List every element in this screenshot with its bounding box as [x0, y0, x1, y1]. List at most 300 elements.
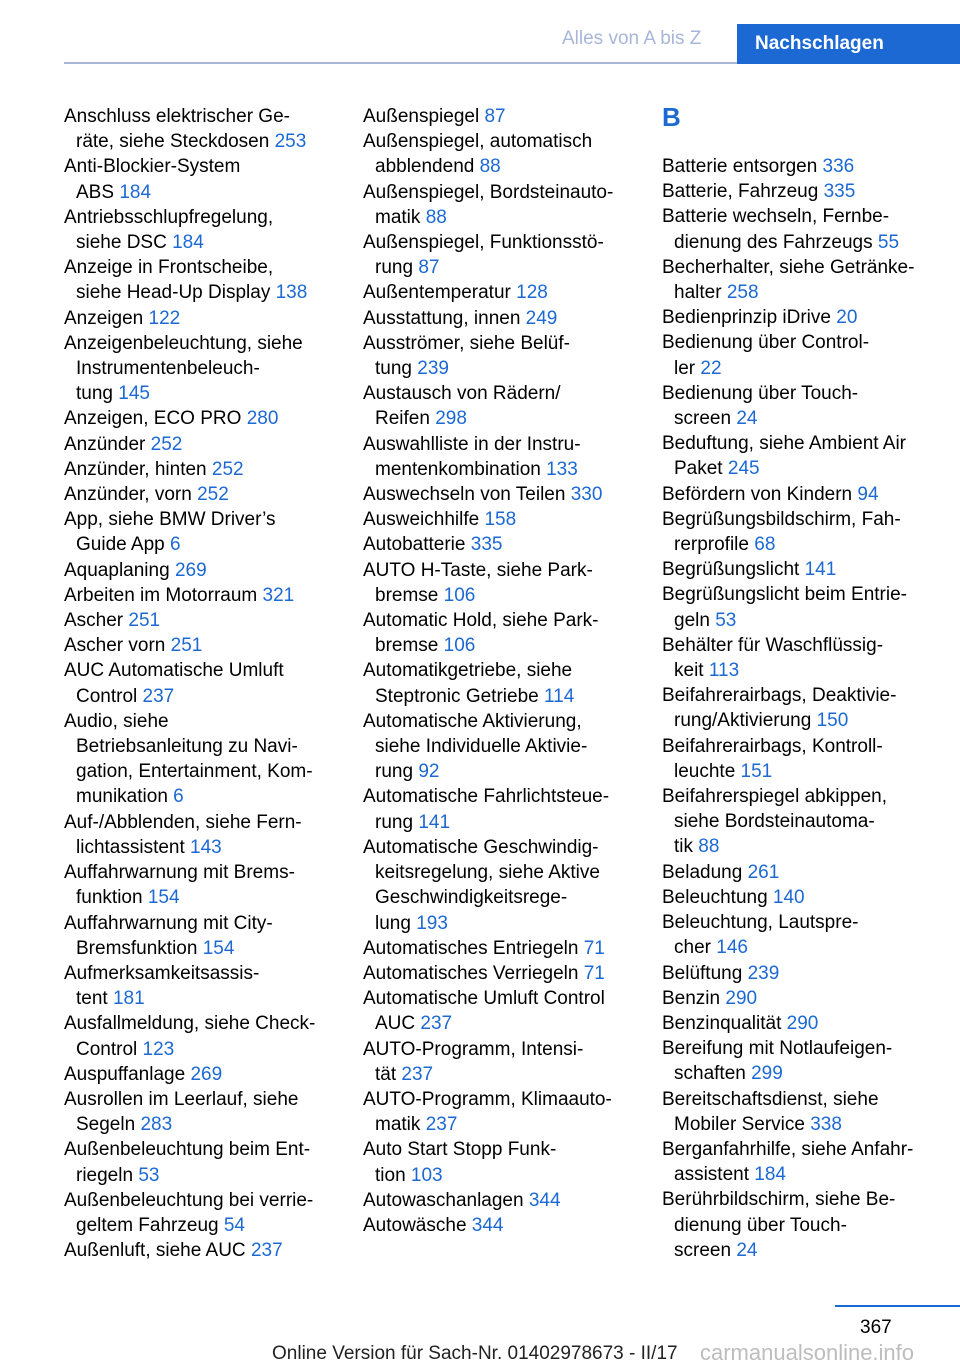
page-reference-link[interactable]: 53	[138, 1164, 160, 1186]
index-entry-text: Bedienung über Touch-	[662, 382, 859, 404]
index-entry	[64, 961, 334, 1011]
page-reference-link[interactable]: 20	[836, 307, 858, 329]
index-entry-text: Ascher vorn	[64, 635, 171, 657]
index-entry	[363, 1037, 638, 1087]
page-reference-link[interactable]: 53	[715, 609, 737, 631]
index-entry	[662, 1187, 952, 1263]
index-entry	[363, 835, 638, 936]
index-entry	[363, 306, 638, 331]
page-reference-link[interactable]: 269	[190, 1063, 223, 1085]
index-entry	[64, 306, 334, 331]
index-entry-text: App, siehe BMW Driver’s	[64, 509, 276, 531]
page-reference-link[interactable]: 151	[740, 760, 773, 782]
index-entry-text: riegeln	[76, 1164, 139, 1186]
index-entry-text: Aufmerksamkeitsassis-	[64, 962, 260, 984]
index-entry	[662, 1011, 952, 1036]
index-entry	[64, 1188, 334, 1238]
index-entry	[662, 633, 952, 683]
index-entry-text: rung	[375, 257, 419, 279]
page-reference-link[interactable]: 113	[708, 660, 740, 682]
page-reference-link[interactable]: 87	[418, 257, 440, 279]
index-entry	[64, 432, 334, 457]
page-reference-link[interactable]: 252	[211, 458, 244, 480]
index-entry-text: siehe Head-Up Display	[76, 282, 276, 304]
index-entry-text: Geschwindigkeitsrege-	[375, 887, 568, 909]
page-reference-link[interactable]: 321	[262, 584, 295, 606]
index-entry	[64, 911, 334, 961]
index-entry	[363, 280, 638, 305]
index-entry	[64, 658, 334, 708]
header-chapter-tab[interactable]: Nachschlagen	[737, 24, 960, 64]
index-entry	[662, 683, 952, 733]
index-entry	[662, 582, 952, 632]
index-entry-text: geln	[674, 609, 716, 631]
index-entry	[64, 1087, 334, 1137]
page-reference-link[interactable]: 237	[401, 1063, 434, 1085]
page-reference-link[interactable]: 283	[140, 1114, 173, 1136]
index-entry	[363, 331, 638, 381]
index-entry	[363, 507, 638, 532]
index-entry-text: Batterie, Fahrzeug	[662, 181, 824, 203]
page-reference-link[interactable]: 88	[698, 836, 720, 858]
page-reference-link[interactable]: 106	[443, 584, 476, 606]
index-entry-text: Arbeiten im Motorraum	[64, 584, 263, 606]
page-reference-link[interactable]: 54	[223, 1214, 245, 1236]
index-entry-text: siehe Individuelle Aktivie-	[375, 736, 588, 758]
index-entry-text: Beifahrerairbags, Kontroll-	[662, 735, 883, 757]
page-reference-link[interactable]: 138	[275, 282, 308, 304]
index-entry-text: Außenluft, siehe AUC	[64, 1240, 251, 1262]
index-column-1	[64, 104, 334, 1263]
index-entry-text: dienung des Fahrzeugs	[674, 231, 878, 253]
page-reference-link[interactable]: 249	[525, 307, 558, 329]
page-reference-link[interactable]: 252	[150, 433, 183, 455]
index-entry-text: Autowaschanlagen	[363, 1189, 529, 1211]
index-entry-text: munikation	[76, 786, 174, 808]
index-entry-text: Anzünder	[64, 433, 151, 455]
index-entry-text: Mobiler Service	[674, 1113, 811, 1135]
index-entry-text: Control	[76, 685, 143, 707]
page-reference-link[interactable]: 158	[484, 509, 517, 531]
page-reference-link[interactable]: 154	[147, 887, 180, 909]
index-entry-text: Auswechseln von Teilen	[363, 484, 571, 506]
index-entry	[64, 558, 334, 583]
index-entry-text: geltem Fahrzeug	[76, 1214, 224, 1236]
page-reference-link[interactable]: 141	[804, 559, 837, 581]
index-entry	[662, 784, 952, 860]
index-entry-text: Auswahlliste in der Instru-	[363, 433, 581, 455]
index-entry-text: Ausstattung, innen	[363, 307, 526, 329]
index-entry-text: Anschluss elektrischer Ge-	[64, 106, 290, 127]
page-reference-link[interactable]: 280	[246, 408, 279, 430]
page-reference-link[interactable]: 106	[443, 635, 476, 657]
index-entry-text: Benzinqualität	[662, 1012, 787, 1034]
index-entry	[64, 255, 334, 305]
page-reference-link[interactable]: 181	[112, 988, 145, 1010]
index-entry-text: screen	[674, 1239, 737, 1261]
index-entry-text: Bereifung mit Notlaufeigen-	[662, 1038, 893, 1060]
index-entry-text: Segeln	[76, 1114, 141, 1136]
index-entry-text: funktion	[76, 887, 148, 909]
page-reference-link[interactable]: 335	[823, 181, 856, 203]
index-entry-text: Ascher	[64, 610, 129, 632]
page-reference-link[interactable]: 128	[516, 282, 548, 304]
index-entry-text: Automatische Geschwindig-	[363, 836, 599, 858]
index-entry-text: Außenspiegel	[363, 106, 485, 127]
index-entry-text: leuchte	[674, 760, 741, 782]
index-entry-text: AUC Automatische Umluft	[64, 660, 284, 682]
index-entry-text: Auffahrwarnung mit City-	[64, 912, 273, 934]
index-entry-text: AUTO-Programm, Intensi-	[363, 1038, 584, 1060]
index-entry-text: rung/Aktivierung	[674, 710, 817, 732]
page-reference-link[interactable]: 251	[170, 635, 203, 657]
index-entry	[662, 179, 952, 204]
index-entry	[662, 557, 952, 582]
index-entry-text: Ausfallmeldung, siehe Check-	[64, 1013, 316, 1035]
index-entry-text: Betriebsanleitung zu Navi-	[76, 736, 298, 758]
index-entry-text: Auffahrwarnung mit Brems-	[64, 862, 295, 884]
index-entry	[64, 1011, 334, 1061]
index-entry	[662, 1137, 952, 1187]
page-reference-link[interactable]: 114	[543, 685, 575, 707]
index-entry-text: Austausch von Rädern/	[363, 383, 561, 405]
index-entry-text: Bedienung über Control-	[662, 332, 870, 354]
index-entry	[662, 381, 952, 431]
page-reference-link[interactable]: 184	[754, 1164, 786, 1186]
index-entry-text: AUTO-Programm, Klimaauto-	[363, 1088, 612, 1110]
index-letter-heading: B	[662, 102, 681, 132]
index-entry-text: Guide App	[76, 534, 171, 556]
page-reference-link[interactable]: 184	[172, 232, 204, 254]
index-entry	[363, 381, 638, 431]
index-entry-text: keitsregelung, siehe Aktive	[375, 862, 600, 884]
page-reference-link[interactable]: 123	[142, 1038, 175, 1060]
index-entry-text: Außenbeleuchtung beim Ent-	[64, 1139, 311, 1161]
index-entry-text: Autobatterie	[363, 534, 471, 556]
index-entry-text: Paket	[674, 458, 728, 480]
index-entry-text: Steptronic Getriebe	[375, 685, 544, 707]
page-reference-link[interactable]: 94	[857, 483, 879, 505]
index-entry	[662, 507, 952, 557]
page-reference-link[interactable]: 298	[435, 408, 467, 430]
index-entry-text: halter	[674, 282, 727, 304]
index-entry-text: cher	[674, 937, 717, 959]
index-entry-text: siehe DSC	[76, 232, 173, 254]
index-entry-text: Bremsfunktion	[76, 937, 203, 959]
online-version-note: Online Version für Sach-Nr. 01402978673 - II/17	[272, 1343, 678, 1364]
index-entry-text: Automatic Hold, siehe Park-	[363, 610, 599, 632]
index-entry	[64, 205, 334, 255]
index-entry-text: dienung über Touch-	[674, 1214, 847, 1236]
index-entry-text: Begrüßungslicht beim Entrie-	[662, 584, 907, 606]
index-entry-text: bremse	[375, 635, 444, 657]
index-entry-text: Beladung	[662, 861, 748, 883]
page-reference-link[interactable]: 237	[425, 1114, 458, 1136]
index-entry	[363, 608, 638, 658]
index-entry-text: lung	[375, 912, 417, 934]
index-entry-text: rung	[375, 811, 419, 833]
index-entry-text: Ausrollen im Leerlauf, siehe	[64, 1088, 299, 1110]
index-entry-text: screen	[674, 408, 737, 430]
index-entry-text: siehe Bordsteinautoma-	[674, 811, 875, 833]
index-entry	[64, 810, 334, 860]
index-entry-text: AUTO H-Taste, siehe Park-	[363, 559, 593, 581]
index-entry	[64, 860, 334, 910]
index-entry-text: lichtassistent	[76, 836, 191, 858]
index-entry-text: tung	[76, 383, 119, 405]
index-entry	[662, 204, 952, 254]
index-entry-text: Außenspiegel, automatisch	[363, 131, 593, 153]
index-entry-text: Anzeigen	[64, 307, 149, 329]
index-entry-text: matik	[375, 1114, 426, 1136]
index-entry-text: bremse	[375, 584, 444, 606]
index-entry-text: ler	[674, 357, 701, 379]
page-reference-link[interactable]: 338	[810, 1113, 842, 1135]
index-entry	[64, 331, 334, 407]
page-reference-link[interactable]: 344	[528, 1189, 561, 1211]
index-entry-text: Ausweichhilfe	[363, 509, 485, 531]
index-entry	[363, 1213, 638, 1238]
index-entry	[662, 255, 952, 305]
page-reference-link[interactable]: 68	[754, 534, 776, 556]
page-reference-link[interactable]: 299	[751, 1063, 783, 1085]
index-entry	[662, 734, 952, 784]
index-entry	[64, 507, 334, 557]
index-entry-text: Automatikgetriebe, siehe	[363, 660, 573, 682]
page-reference-link[interactable]: 24	[736, 1239, 758, 1261]
index-entry-text: Außenspiegel, Bordsteinauto-	[363, 181, 614, 203]
page-reference-link[interactable]: 133	[546, 458, 578, 480]
index-entry	[64, 709, 334, 810]
page-reference-link[interactable]: 71	[583, 937, 605, 959]
index-entry	[662, 961, 952, 986]
index-entry-text: Automatische Aktivierung,	[363, 710, 582, 732]
index-entry	[662, 885, 952, 910]
index-entry	[662, 910, 952, 960]
index-entry-text: abblendend	[375, 156, 480, 178]
page-reference-link[interactable]: 88	[425, 206, 447, 228]
index-entry-text: schaften	[674, 1063, 752, 1085]
index-entry-text: tät	[375, 1063, 402, 1085]
index-entry-text: gation, Entertainment, Kom-	[76, 761, 313, 783]
page-reference-link[interactable]: 269	[174, 559, 207, 581]
page-reference-link[interactable]: 237	[142, 685, 175, 707]
page-reference-link[interactable]: 253	[274, 131, 307, 153]
page-reference-link[interactable]: 150	[816, 710, 849, 732]
index-entry	[64, 633, 334, 658]
index-entry	[662, 305, 952, 330]
index-entry-text: Automatische Umluft Control	[363, 988, 605, 1010]
index-entry-text: Instrumentenbeleuch-	[76, 358, 260, 380]
index-entry-text: Berganfahrhilfe, siehe Anfahr-	[662, 1138, 914, 1160]
index-entry	[363, 986, 638, 1036]
index-entry-text: matik	[375, 206, 426, 228]
header-section-tab[interactable]: Alles von A bis Z	[562, 28, 702, 49]
index-entry-text: Behälter für Waschflüssig-	[662, 634, 884, 656]
page-reference-link[interactable]: 251	[128, 610, 161, 632]
index-entry-text: Ausströmer, siehe Belüf-	[363, 332, 570, 354]
index-entry	[363, 230, 638, 280]
index-entry	[64, 457, 334, 482]
index-entry	[64, 406, 334, 431]
index-entry-text: Beleuchtung, Lautspre-	[662, 912, 859, 934]
page-number: 367	[860, 1317, 892, 1338]
index-entry-text: Anti-Blockier-System	[64, 156, 241, 178]
index-entry-text: Berührbildschirm, siehe Be-	[662, 1189, 896, 1211]
index-entry	[64, 482, 334, 507]
index-entry-text: Außenbeleuchtung bei verrie-	[64, 1189, 314, 1211]
page-reference-link[interactable]: 141	[418, 811, 451, 833]
index-entry-text: keit	[674, 660, 709, 682]
page-reference-link[interactable]: 336	[822, 156, 855, 177]
index-entry-text: Control	[76, 1038, 143, 1060]
index-entry	[662, 860, 952, 885]
page-reference-link[interactable]: 87	[484, 106, 506, 127]
index-entry-text: Anzünder, vorn	[64, 484, 198, 506]
index-entry-text: Auf-/Abblenden, siehe Fern-	[64, 811, 302, 833]
page-reference-link[interactable]: 55	[877, 231, 900, 253]
index-entry-text: Aquaplaning	[64, 559, 175, 581]
page-reference-link[interactable]: 335	[470, 534, 503, 556]
page-reference-link[interactable]: 145	[118, 383, 150, 405]
index-entry	[363, 129, 638, 179]
index-entry	[363, 1087, 638, 1137]
index-entry-text: Bedienprinzip iDrive	[662, 307, 837, 329]
page-reference-link[interactable]: 193	[416, 912, 448, 934]
page-reference-link[interactable]: 103	[410, 1164, 443, 1186]
page-reference-link[interactable]: 140	[772, 886, 805, 908]
page-reference-link[interactable]: 237	[420, 1013, 453, 1035]
page-reference-link[interactable]: 290	[725, 987, 758, 1009]
index-entry-text: tung	[375, 358, 418, 380]
index-entry-text: Autowäsche	[363, 1214, 472, 1236]
index-entry-text: Beduftung, siehe Ambient Air	[662, 433, 906, 455]
page-reference-link[interactable]: 6	[173, 786, 184, 808]
page-reference-link[interactable]: 290	[786, 1012, 819, 1034]
index-entry-text: Auspuffanlage	[64, 1063, 191, 1085]
index-entry	[363, 104, 638, 129]
index-entry-text: Benzin	[662, 987, 726, 1009]
index-entry-text: Außenspiegel, Funktionsstö-	[363, 232, 604, 254]
page-reference-link[interactable]: 184	[119, 181, 152, 203]
index-entry	[64, 608, 334, 633]
index-entry-text: AUC	[375, 1013, 421, 1035]
index-entry	[64, 154, 334, 204]
page-reference-link[interactable]: 261	[747, 861, 780, 883]
index-entry	[662, 1036, 952, 1086]
index-entry-text: Beifahrerspiegel abkippen,	[662, 786, 887, 808]
index-entry-text: Automatische Fahrlichtsteue-	[363, 786, 610, 808]
index-entry	[363, 558, 638, 608]
page-reference-link[interactable]: 239	[417, 358, 449, 380]
index-entry-text: Batterie wechseln, Fernbe-	[662, 206, 890, 228]
index-entry	[363, 961, 638, 986]
index-entry	[363, 1188, 638, 1213]
index-entry	[64, 1062, 334, 1087]
index-entry-text: Audio, siehe	[64, 710, 169, 732]
page-reference-link[interactable]: 330	[570, 484, 603, 506]
index-entry	[662, 482, 952, 507]
index-entry	[64, 104, 334, 154]
page-reference-link[interactable]: 146	[716, 937, 748, 959]
index-entry-text: Bereitschaftsdienst, siehe	[662, 1088, 879, 1110]
index-entry	[64, 583, 334, 608]
index-entry	[363, 1137, 638, 1187]
page-reference-link[interactable]: 6	[170, 534, 181, 556]
index-entry	[662, 154, 952, 179]
page-reference-link[interactable]: 122	[148, 307, 181, 329]
index-entry	[363, 432, 638, 482]
index-entry-text: Belüftung	[662, 962, 748, 984]
index-entry	[363, 482, 638, 507]
index-column-3	[662, 104, 952, 1263]
index-column-2	[363, 104, 638, 1238]
index-entry-text: tent	[76, 988, 113, 1010]
index-entry	[363, 936, 638, 961]
index-entry-text: Anzeige in Frontscheibe,	[64, 257, 274, 279]
index-entry-text: Batterie entsorgen	[662, 156, 823, 177]
page-reference-link[interactable]: 24	[736, 408, 758, 430]
index-entry-text: tik	[674, 836, 699, 858]
index-entry	[64, 1137, 334, 1187]
index-entry-text: Reifen	[375, 408, 436, 430]
index-entry-text: Auto Start Stopp Funk-	[363, 1139, 557, 1161]
index-entry-text: tion	[375, 1164, 411, 1186]
page-reference-link[interactable]: 237	[250, 1240, 283, 1262]
index-entry-text: mentenkombination	[375, 458, 547, 480]
page-reference-link[interactable]: 71	[583, 962, 605, 984]
index-entry-text: Begrüßungsbildschirm, Fah-	[662, 508, 901, 530]
index-entry-text: rung	[375, 761, 419, 783]
index-entry-text: rerprofile	[674, 534, 755, 556]
index-entry	[363, 180, 638, 230]
page-reference-link[interactable]: 239	[747, 962, 780, 984]
index-entry-text: ABS	[76, 181, 120, 203]
index-entry-text: Beifahrerairbags, Deaktivie-	[662, 685, 897, 707]
index-entry	[662, 1087, 952, 1137]
watermark: carmanualsonline.info	[700, 1340, 915, 1365]
index-entry	[662, 986, 952, 1011]
index-entry-text: Automatisches Verriegeln	[363, 962, 584, 984]
index-entry-text: Becherhalter, siehe Getränke-	[662, 256, 915, 278]
index-entry-text: assistent	[674, 1164, 755, 1186]
index-entry	[363, 709, 638, 785]
page-reference-link[interactable]: 258	[726, 282, 759, 304]
index-entry-text: Außentemperatur	[363, 282, 517, 304]
index-entry-text: Beleuchtung	[662, 886, 773, 908]
index-entry-text: Befördern von Kindern	[662, 483, 858, 505]
index-entry	[662, 431, 952, 481]
page-reference-link[interactable]: 143	[190, 836, 222, 858]
index-entry	[64, 1238, 334, 1263]
page-reference-link[interactable]: 92	[418, 761, 440, 783]
page-reference-link[interactable]: 22	[700, 357, 722, 379]
index-entry-text: Automatisches Entriegeln	[363, 937, 584, 959]
index-entry-text: Antriebsschlupfregelung,	[64, 206, 274, 228]
index-entry-text: räte, siehe Steckdosen	[76, 131, 275, 153]
index-entry-text: Anzünder, hinten	[64, 458, 212, 480]
page-reference-link[interactable]: 344	[471, 1214, 504, 1236]
page-reference-link[interactable]: 245	[727, 458, 760, 480]
index-entry	[363, 532, 638, 557]
page-reference-link[interactable]: 88	[479, 156, 501, 178]
index-entry-text: Begrüßungslicht	[662, 559, 805, 581]
index-entry-text: Anzeigenbeleuchtung, siehe	[64, 332, 303, 354]
index-entry	[662, 330, 952, 380]
page-reference-link[interactable]: 252	[197, 484, 229, 506]
page-reference-link[interactable]: 154	[202, 937, 235, 959]
index-entry	[363, 658, 638, 708]
